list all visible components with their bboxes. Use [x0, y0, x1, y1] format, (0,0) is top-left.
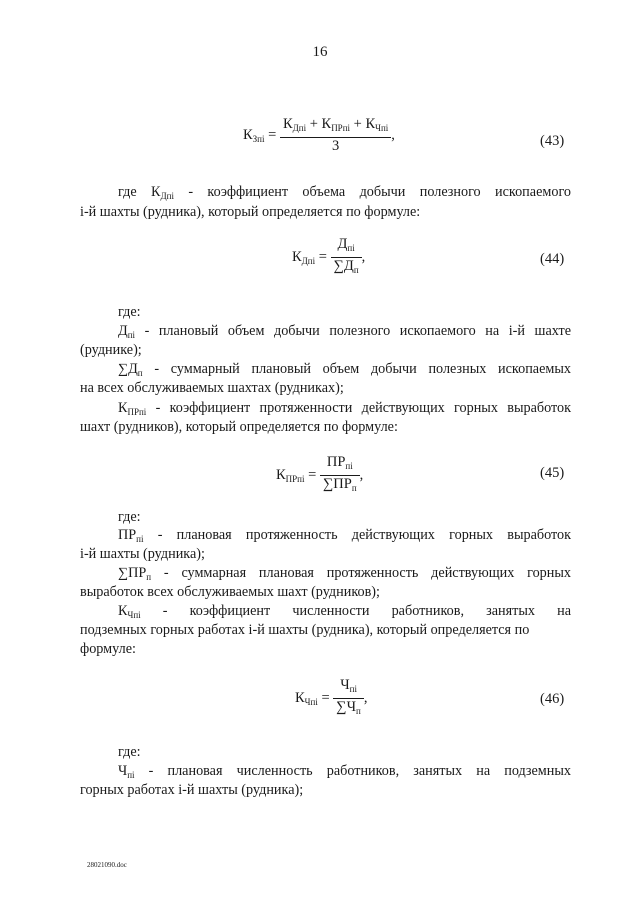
definition-pr-pi-line2: i-й шахты (рудника);	[80, 546, 205, 562]
formula-43: $К_{Зпi}$ = $\frac{К_{Дпi} + К_{ПРпi} + К_{Чпi}}{3}$ ,	[243, 116, 395, 154]
paragraph-k-chpi-line2: подземных горных работах i-й шахты (рудника), который определяется по	[80, 622, 530, 638]
formula-number-43: (43)	[540, 133, 565, 149]
definition-pr-pi-line1: $ПР_{пi}$ - плановая протяженность действующих горных выработок	[118, 527, 571, 544]
footer-filename: 28021090.doc	[87, 861, 127, 869]
paragraph-k-chpi-line3: формуле:	[80, 641, 136, 657]
where-label: где:	[118, 744, 141, 760]
formula-number-46: (46)	[540, 691, 565, 707]
paragraph-k-prpi-line2: шахт (рудников), который определяется по формуле:	[80, 419, 398, 435]
definition-ch-pi-line2: горных работах i-й шахты (рудника);	[80, 782, 304, 798]
definition-d-pi-line2: (руднике);	[80, 342, 142, 358]
formula-45: $К_{ПРпi}$ = $\frac{ПР_{пi}}{\sum ПР_п}$ ,	[276, 454, 364, 493]
definition-sum-pr-line2: выработок всех обслуживаемых шахт (рудников);	[80, 584, 380, 600]
definition-sum-d-line1: $\sum Д_п$ - суммарный плановый объем добычи полезных ископаемых	[118, 361, 571, 378]
formula-46: $К_{Чпi}$ = $\frac{Ч_{пi}}{\sum Ч_п}$ ,	[295, 677, 368, 716]
definition-d-pi-line1: $Д_{пi}$ - плановый объем добычи полезного ископаемого на i-й шахте	[118, 323, 571, 340]
paragraph-k-dpi-line2: i-й шахты (рудника), который определяется по формуле:	[80, 204, 421, 220]
formula-number-45: (45)	[540, 465, 565, 481]
paragraph-k-dpi-line1: где $К_{Дпi}$ - коэффициент объема добычи полезного ископаемого	[118, 184, 572, 201]
where-label: где:	[118, 304, 141, 320]
definition-sum-pr-line1: $\sum ПР_п$ - суммарная плановая протяженность действующих горных	[118, 565, 571, 582]
paragraph-k-chpi-line1: $К_{Чпi}$ - коэффициент численности работников, занятых на	[118, 603, 571, 620]
formula-number-44: (44)	[540, 251, 565, 267]
where-label: где:	[118, 509, 141, 525]
page-number: 16	[312, 44, 328, 60]
paragraph-k-prpi-line1: $К_{ПРпi}$ - коэффициент протяженности действующих горных выработок	[118, 400, 571, 417]
definition-ch-pi-line1: $Ч_{пi}$ - плановая численность работников, занятых на подземных	[118, 763, 571, 780]
definition-sum-d-line2: на всех обслуживаемых шахтах (рудниках);	[80, 380, 344, 396]
formula-44: $К_{Дпi}$ = $\frac{Д_{пi}}{\sum Д_п}$ ,	[292, 236, 366, 275]
